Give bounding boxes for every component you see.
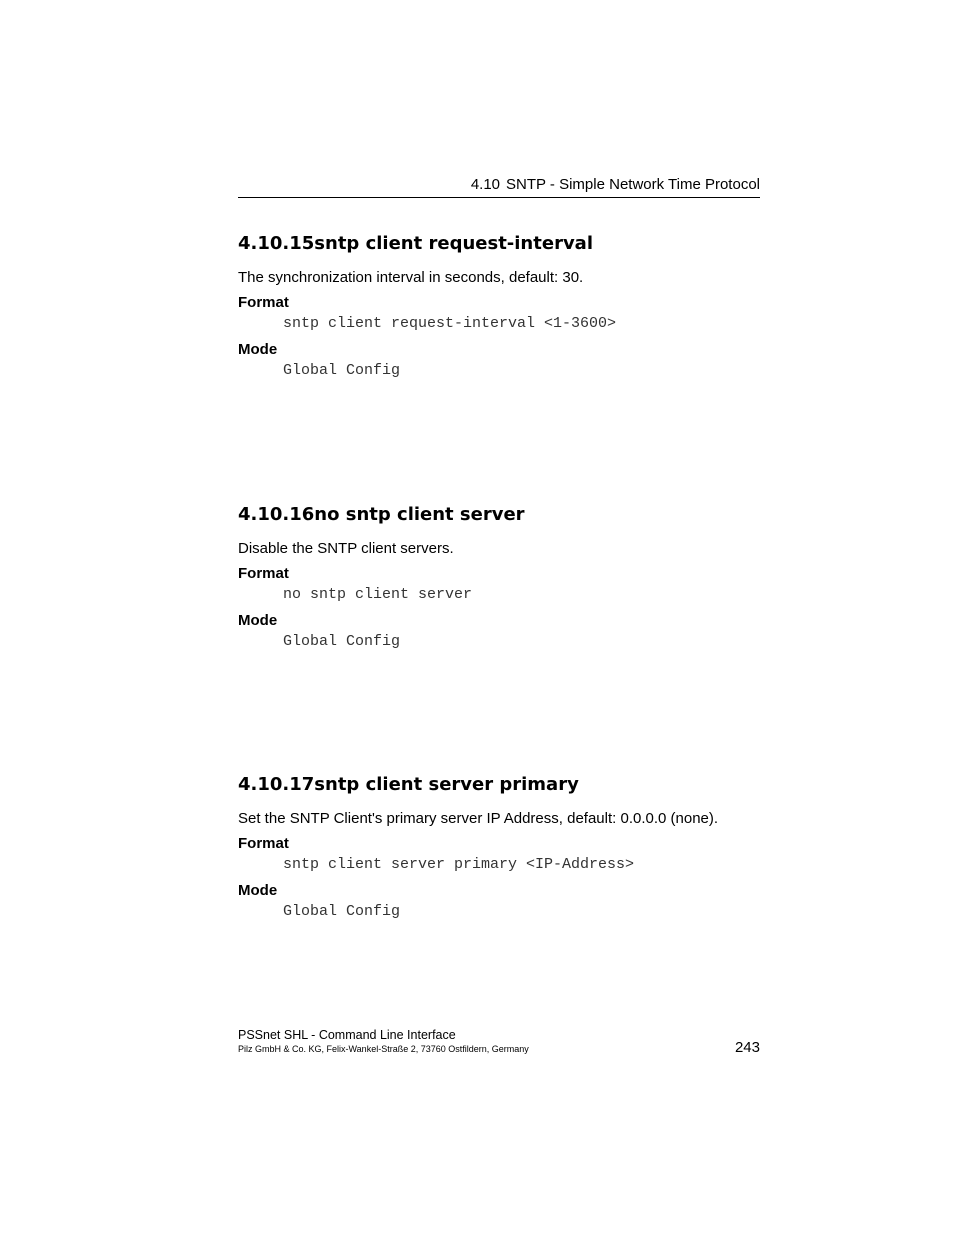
section-heading: 4.10.17sntp client server primary: [238, 774, 579, 795]
mode-label: Mode: [238, 341, 278, 358]
section-description: Disable the SNTP client servers.: [238, 540, 454, 557]
section-description: The synchronization interval in seconds, default: 30.: [238, 269, 584, 286]
format-command: sntp client server primary <IP-Address>: [283, 856, 635, 873]
format-command: sntp client request-interval <1-3600>: [283, 315, 617, 332]
footer-document-title: PSSnet SHL - Command Line Interface: [238, 1028, 456, 1042]
mode-label: Mode: [238, 882, 278, 899]
format-label: Format: [238, 835, 289, 852]
running-header-section-title: SNTP - Simple Network Time Protocol: [506, 176, 760, 193]
mode-value: Global Config: [283, 633, 401, 650]
mode-value: Global Config: [283, 362, 401, 379]
section-heading: 4.10.16no sntp client server: [238, 504, 525, 525]
page-footer: [238, 1027, 760, 1067]
footer-company-address: Pilz GmbH & Co. KG, Felix-Wankel-Straße 2, 73760 Ostfildern, Germany: [238, 1044, 529, 1054]
mode-label: Mode: [238, 612, 278, 629]
running-header: [238, 175, 760, 198]
format-label: Format: [238, 294, 289, 311]
section-heading: 4.10.15sntp client request-interval: [238, 233, 593, 254]
page-number: 243: [734, 1039, 760, 1056]
section-description: Set the SNTP Client's primary server IP Address, default: 0.0.0.0 (none).: [238, 810, 719, 827]
format-label: Format: [238, 565, 289, 582]
mode-value: Global Config: [283, 903, 401, 920]
running-header-section-number: 4.10: [470, 176, 501, 193]
running-header-title: [471, 175, 760, 195]
format-command: no sntp client server: [283, 586, 473, 603]
